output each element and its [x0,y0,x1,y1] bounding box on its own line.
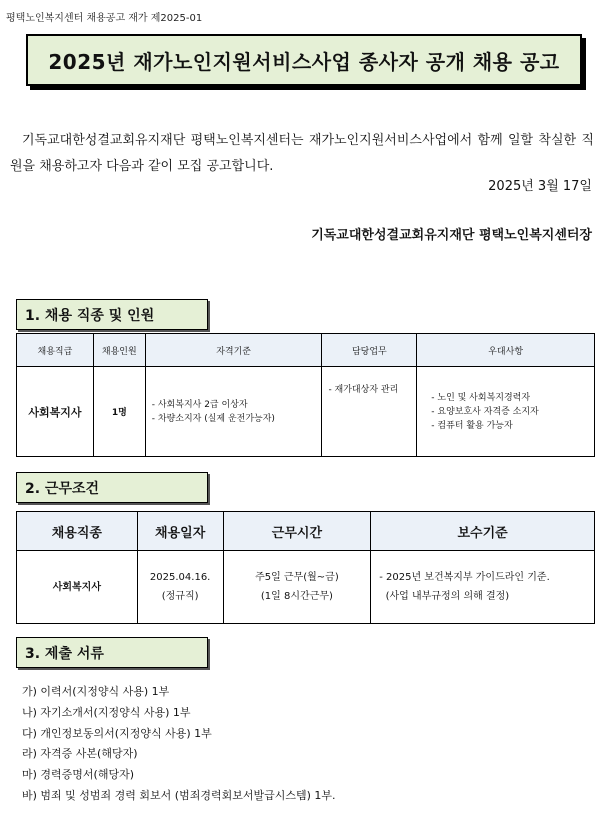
header-duty: 담당업무 [322,334,417,367]
intro-paragraph: 기독교대한성결교회유지재단 평택노인복지센터는 재가노인지원서비스사업에서 함께 일할 착실한 직원을 채용하고자 다음과 같이 모집 공고합니다. [10,133,594,174]
section-2-header [16,472,208,503]
announcement-date: 2025년 3월 17일 [488,179,592,194]
pay-line: (사업 내부규정의 의해 결정) [379,591,510,602]
header-hire-date: 채용일자 [137,512,223,551]
header-count: 채용인원 [93,334,145,367]
cell-preferred [417,367,595,457]
preferred-line: - 노인 및 사회복지경력자 [431,392,531,403]
header-qualifications: 자격기준 [145,334,322,367]
list-item: 나) 자기소개서(지정양식 사용) 1부 [22,705,191,719]
section-2-title: 2. 근무조건 [25,480,100,497]
required-documents-list [22,682,336,807]
cell-position: 사회복지사 [17,367,94,457]
cell-job-type: 사회복지사 [17,551,138,624]
header-pay: 보수기준 [371,512,595,551]
cell-pay [371,551,595,624]
work-conditions-table [16,511,595,624]
page-title: 2025년 재가노인지원서비스사업 종사자 공개 채용 공고 [48,49,560,74]
recruitment-table-header-row [17,334,595,367]
list-item: 가) 이력서(지정양식 사용) 1부 [22,685,170,698]
hire-date-line: (정규직) [161,591,199,602]
cell-duty: - 재가대상자 관리 [322,367,417,457]
document-code: 평택노인복지센터 채용공고 재가 제2025-01 [6,13,203,24]
table-row [17,551,595,624]
header-job-type: 채용직종 [17,512,138,551]
header-work-hours: 근무시간 [223,512,371,551]
issuing-organization: 기독교대한성결교회유지재단 평택노인복지센터장 [311,228,592,243]
title-banner [26,34,582,86]
section-3-title: 3. 제출 서류 [25,645,104,662]
section-1-header [16,299,208,330]
pay-line: - 2025년 보건복지부 가이드라인 기준. [379,572,550,583]
recruitment-table [16,333,595,457]
work-hours-line: (1일 8시간근무) [260,591,333,602]
list-item: 마) 경력증명서(해당자) [22,768,135,782]
list-item: 다) 개인정보동의서(지정양식 사용) 1부 [22,726,212,740]
header-preferred: 우대사항 [417,334,595,367]
section-1-title: 1. 채용 직종 및 인원 [25,307,155,324]
table-row [17,367,595,457]
qualification-line: - 사회복지사 2급 이상자 [151,399,248,410]
list-item: 라) 자격증 사본(해당자) [22,747,138,761]
hire-date-line: 2025.04.16. [149,572,211,583]
work-hours-line: 주5일 근무(월~금) [255,572,339,583]
cell-qualifications [145,367,322,457]
qualification-line: - 차량소지자 (실제 운전가능자) [151,413,275,424]
list-item: 바) 범죄 및 성범죄 경력 회보서 (범죄경력회보서발급시스템) 1부. [22,788,336,802]
preferred-line: - 요양보호사 자격증 소지자 [431,406,539,417]
cell-count: 1명 [93,367,145,457]
section-3-header [16,637,208,668]
header-position: 채용직급 [17,334,94,367]
cell-hire-date [137,551,223,624]
work-conditions-header-row [17,512,595,551]
cell-work-hours [223,551,371,624]
preferred-line: - 컴퓨터 활용 가능자 [431,420,513,431]
